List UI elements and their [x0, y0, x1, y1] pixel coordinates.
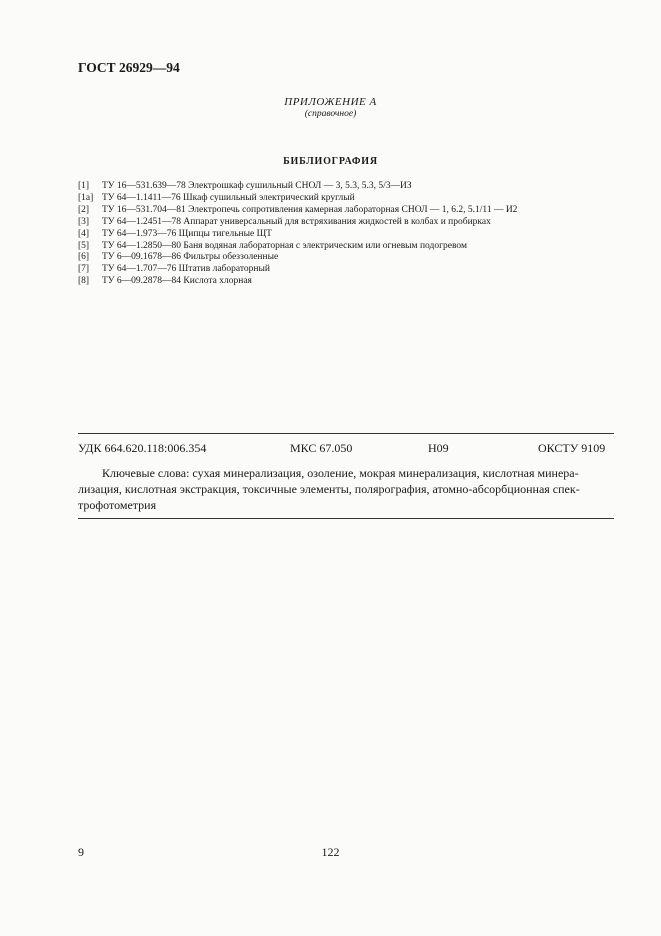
item-text: ТУ 16—531.704—81 Электропечь сопротивления камерная лабораторная СНОЛ — 1, 6.2, 5.1/11 — И2 — [102, 204, 518, 215]
item-number: [2] — [78, 204, 90, 215]
bibliography-item — [78, 217, 618, 229]
bibliography-item — [78, 241, 618, 253]
issue-number: 9 — [78, 845, 84, 859]
item-number: [5] — [78, 240, 90, 251]
bibliography-list — [78, 181, 618, 288]
item-text: ТУ 64—1.973—76 Щипцы тигельные ЩТ — [102, 228, 272, 239]
bibliography-item — [78, 264, 618, 276]
page-number: 122 — [321, 845, 340, 859]
document-header: ГОСТ 26929—94 — [78, 60, 180, 75]
top-divider — [78, 433, 614, 434]
bibliography-item — [78, 193, 618, 205]
bibliography-item — [78, 229, 618, 241]
keywords-line: лизация, кислотная экстракция, токсичные элементы, полярография, атомно-абсорбционная спек- — [78, 482, 580, 496]
keywords-paragraph — [78, 465, 614, 513]
bibliography-item — [78, 181, 618, 193]
item-number: [8] — [78, 276, 90, 287]
item-number: [1а] — [78, 192, 94, 203]
item-text: ТУ 6—09.2878—84 Кислота хлорная — [102, 276, 252, 287]
item-number: [4] — [78, 228, 90, 239]
item-text: ТУ 64—1.1411—76 Шкаф сушильный электрический круглый — [102, 192, 355, 203]
okstu-code: ОКСТУ 9109 — [538, 441, 606, 455]
item-text: ТУ 64—1.2451—78 Аппарат универсальный для встряхивания жидкостей в колбах и пробирках — [102, 216, 491, 227]
bottom-divider — [78, 518, 614, 519]
keywords-line: трофотометрия — [78, 498, 157, 512]
mks-code: МКС 67.050 — [290, 441, 353, 455]
bibliography-item — [78, 252, 618, 264]
item-text: ТУ 16—531.639—78 Электрошкаф сушильный СНОЛ — 3, 5.3, 5.3, 5/3—ИЗ — [102, 181, 412, 191]
item-text: ТУ 64—1.707—76 Штатив лабораторный — [102, 264, 270, 275]
item-number: [3] — [78, 216, 90, 227]
bibliography-item — [78, 276, 618, 288]
item-number: [6] — [78, 252, 90, 263]
item-text: ТУ 64—1.2850—80 Баня водяная лабораторная с электрическим или огневым подогревом — [102, 240, 467, 251]
appendix-subtitle: (справочное) — [304, 109, 357, 119]
category-code: Н09 — [428, 441, 449, 455]
item-number: [1] — [78, 181, 90, 191]
appendix-title: ПРИЛОЖЕНИЕ А — [284, 96, 377, 108]
udk-code: УДК 664.620.118:006.354 — [78, 441, 207, 455]
bibliography-item — [78, 205, 618, 217]
keywords-line: Ключевые слова: сухая минерализация, озоление, мокрая минерализация, кислотная минера- — [102, 466, 579, 480]
item-text: ТУ 6—09.1678—86 Фильтры обеззоленные — [102, 252, 279, 263]
bibliography-title: БИБЛИОГРАФИЯ — [283, 156, 378, 167]
item-number: [7] — [78, 264, 90, 275]
